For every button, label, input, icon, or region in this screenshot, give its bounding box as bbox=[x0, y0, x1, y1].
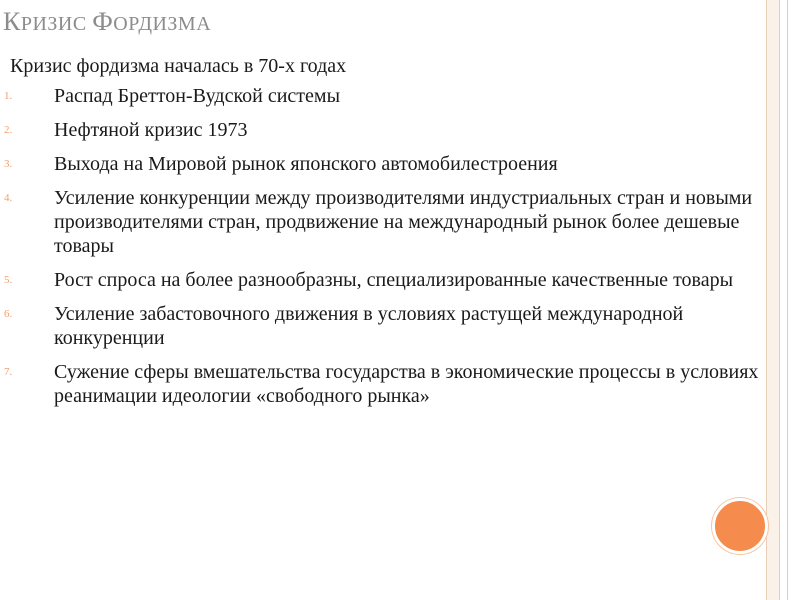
list-item-text: Усиление конкуренции между производителями индустриальных стран и новыми производителями стран, продвижение на международный рынок более дешевые товары bbox=[54, 187, 753, 257]
list-item bbox=[4, 84, 760, 108]
title-first-letter: К bbox=[3, 7, 21, 36]
slide-body bbox=[4, 54, 760, 418]
title-rest-2: ОРДИЗМА bbox=[113, 13, 212, 35]
list-item bbox=[4, 152, 760, 176]
list-item-text: Распад Бреттон-Вудской системы bbox=[54, 85, 341, 107]
list-item bbox=[4, 268, 760, 292]
title-rest: РИЗИС bbox=[20, 13, 93, 35]
list-item-number: 6. bbox=[4, 308, 13, 320]
list-item-number: 7. bbox=[4, 366, 13, 378]
crisis-causes-list bbox=[4, 84, 760, 408]
list-item bbox=[4, 302, 760, 350]
list-item-number: 2. bbox=[4, 124, 13, 136]
list-item-number: 3. bbox=[4, 158, 13, 170]
list-item-text: Нефтяной кризис 1973 bbox=[54, 119, 248, 141]
list-item-text: Сужение сферы вмешательства государства в экономические процессы в условиях реанимации идеологии «свободного рынка» bbox=[54, 361, 759, 407]
list-item-text: Рост спроса на более разнообразны, специализированные качественные товары bbox=[54, 269, 734, 291]
decorative-side-band bbox=[766, 0, 780, 600]
list-item-number: 1. bbox=[4, 90, 13, 102]
title-second-letter: Ф bbox=[92, 7, 114, 36]
list-item bbox=[4, 186, 760, 258]
list-item-number: 5. bbox=[4, 274, 13, 286]
list-item-number: 4. bbox=[4, 192, 13, 204]
list-item-text: Усиление забастовочного движения в условиях растущей международной конкуренции bbox=[54, 303, 684, 349]
list-item bbox=[4, 360, 760, 408]
decorative-orange-circle bbox=[712, 498, 768, 554]
slide-title bbox=[3, 0, 743, 44]
decorative-side-line bbox=[787, 0, 788, 600]
list-item-text: Выхода на Мировой рынок японского автомобилестроения bbox=[54, 153, 558, 175]
list-item bbox=[4, 118, 760, 142]
intro-text: Кризис фордизма началась в 70-х годах bbox=[10, 55, 347, 77]
